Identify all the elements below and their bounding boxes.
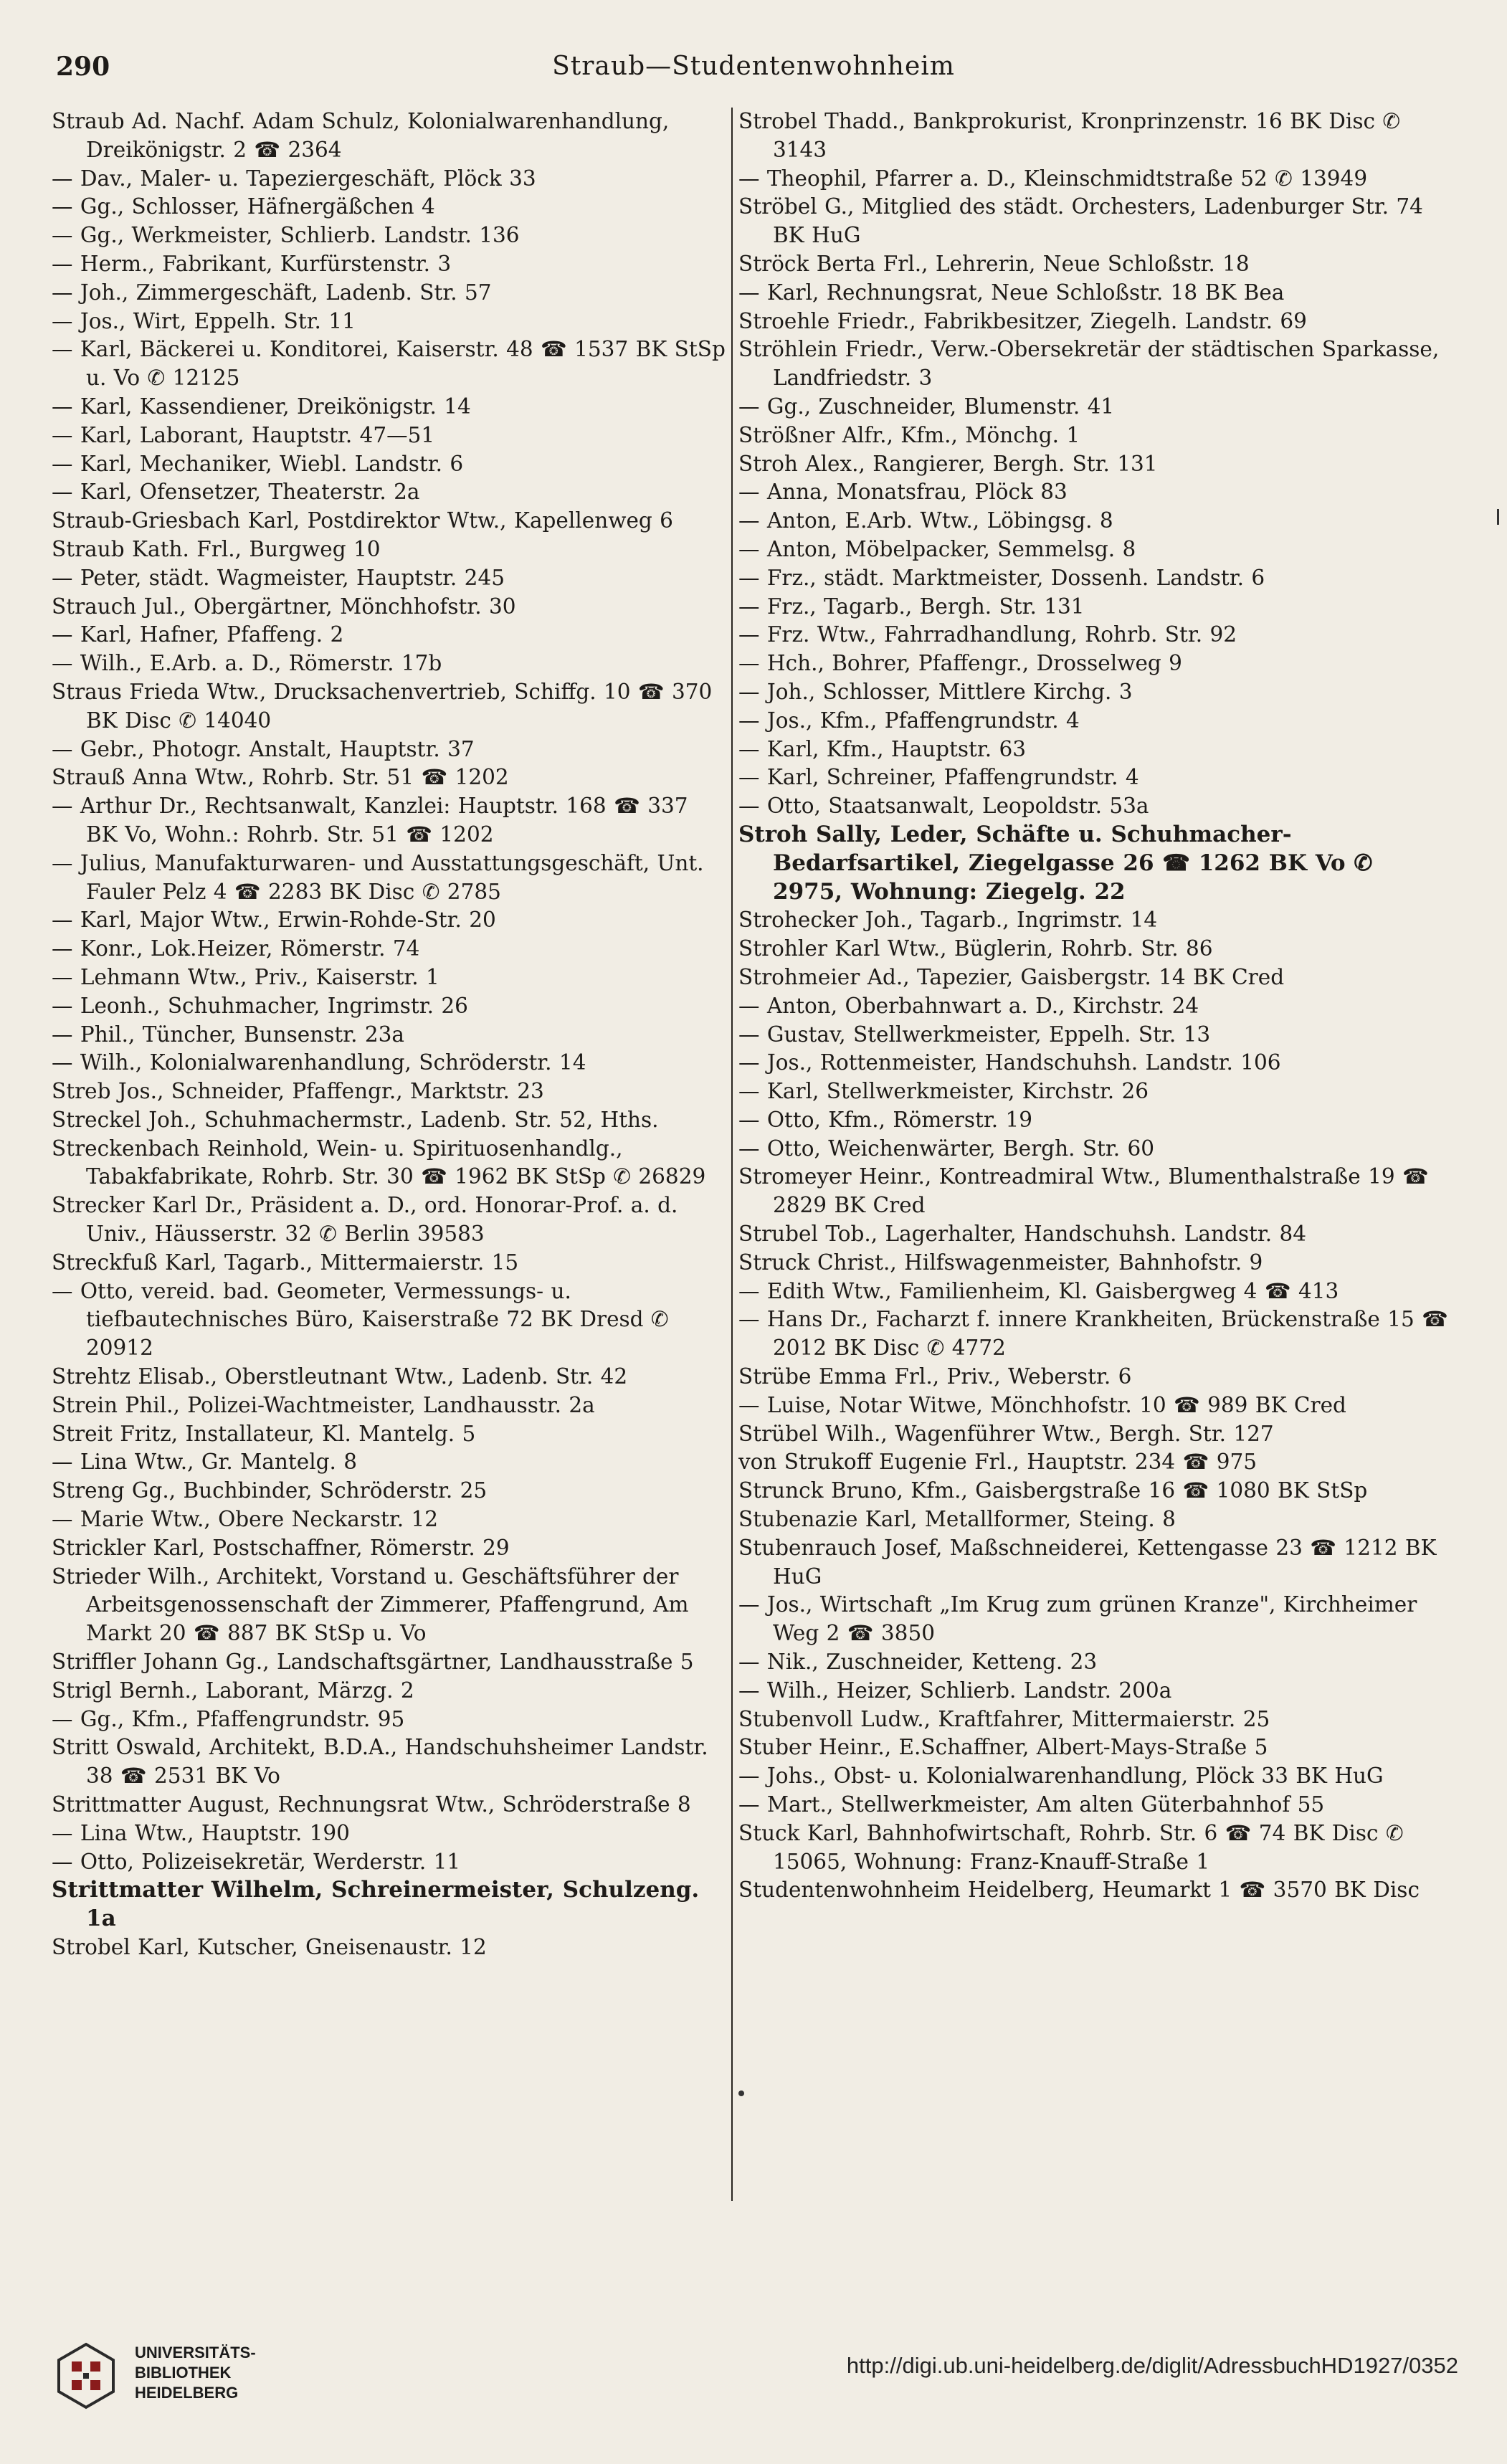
directory-entry: — Nik., Zuschneider, Ketteng. 23 [738,1650,1098,1675]
directory-entry: — Gg., Zuschneider, Blumenstr. 41 [738,394,1115,419]
directory-entry: Strickler Karl, Postschaffner, Römerstr. 29 [52,1535,510,1560]
directory-entry: — Karl, Stellwerkmeister, Kirchstr. 26 [738,1079,1149,1104]
directory-entry: Strehtz Elisab., Oberstleutnant Wtw., Ladenb. Str. 42 [52,1364,628,1389]
directory-entry: Stuber Heinr., E.Schaffner, Albert-Mays-Straße 5 [738,1735,1268,1760]
directory-entry: — Karl, Kfm., Hauptstr. 63 [738,736,1027,761]
directory-entry: — Lina Wtw., Hauptstr. 190 [52,1820,350,1845]
directory-entry: — Lina Wtw., Gr. Mantelg. 8 [52,1450,358,1475]
directory-entry: Strauß Anna Wtw., Rohrb. Str. 51 ☎ 1202 [52,765,509,790]
directory-entry: — Karl, Bäckerei u. Konditorei, Kaiserstr. 48 ☎ 1537 BK StSp u. Vo ✆ 12125 [52,337,726,391]
directory-entry: — Anna, Monatsfrau, Plöck 83 [738,480,1068,505]
left-column [52,108,726,2215]
directory-entry: — Lehmann Wtw., Priv., Kaiserstr. 1 [52,964,439,989]
directory-entry: Strigl Bernh., Laborant, Märzg. 2 [52,1678,414,1703]
directory-entry: Studentenwohnheim Heidelberg, Heumarkt 1 ☎ 3570 BK Disc [738,1878,1420,1903]
directory-entry: Ströhlein Friedr., Verw.-Obersekretär der städtischen Sparkasse, Landfriedstr. 3 [738,337,1440,391]
directory-entry: — Dav., Maler- u. Tapeziergeschäft, Plöck 33 [52,166,536,191]
directory-entry: Ströck Berta Frl., Lehrerin, Neue Schloßstr. 18 [738,251,1250,276]
directory-entry: — Frz. Wtw., Fahrradhandlung, Rohrb. Str. 92 [738,622,1237,647]
directory-entry: — Karl, Rechnungsrat, Neue Schloßstr. 18 BK Bea [738,280,1285,305]
directory-entry: — Karl, Schreiner, Pfaffengrundstr. 4 [738,765,1139,790]
directory-entry: — Jos., Kfm., Pfaffengrundstr. 4 [738,708,1080,733]
library-name-line: BIBLIOTHEK [135,2364,232,2382]
directory-entry: — Otto, Polizeisekretär, Werderstr. 11 [52,1849,461,1874]
directory-entry: — Anton, E.Arb. Wtw., Löbingsg. 8 [738,508,1113,533]
directory-entry: Strittmatter Wilhelm, Schreinermeister, Schulzeng. 1a [52,1877,700,1932]
directory-entry: — Peter, städt. Wagmeister, Hauptstr. 245 [52,565,505,590]
directory-entry: — Anton, Möbelpacker, Semmelsg. 8 [738,536,1136,561]
directory-entry: — Konr., Lok.Heizer, Römerstr. 74 [52,936,420,961]
directory-entry: — Gg., Schlosser, Häfnergäßchen 4 [52,194,435,219]
directory-entry: Stritt Oswald, Architekt, B.D.A., Handschuhsheimer Landstr. 38 ☎ 2531 BK Vo [52,1735,708,1789]
directory-entry: — Otto, Kfm., Römerstr. 19 [738,1107,1032,1132]
directory-entry: Strobel Karl, Kutscher, Gneisenaustr. 12 [52,1935,487,1959]
directory-entry: Strübe Emma Frl., Priv., Weberstr. 6 [738,1364,1132,1389]
directory-entry: — Wilh., E.Arb. a. D., Römerstr. 17b [52,651,442,676]
directory-entry: — Otto, Staatsanwalt, Leopoldstr. 53a [738,794,1149,819]
directory-entry: — Karl, Laborant, Hauptstr. 47—51 [52,422,435,447]
directory-entry: — Hans Dr., Facharzt f. innere Krankheiten, Brückenstraße 15 ☎ 2012 BK Disc ✆ 4772 [738,1307,1448,1361]
directory-entry: — Wilh., Kolonialwarenhandlung, Schröderstr. 14 [52,1050,586,1075]
directory-entry: — Jos., Rottenmeister, Handschuhsh. Landstr. 106 [738,1050,1281,1075]
directory-entry: — Karl, Ofensetzer, Theaterstr. 2a [52,480,420,505]
directory-entry: Struck Christ., Hilfswagenmeister, Bahnhofstr. 9 [738,1250,1263,1275]
directory-entry: — Theophil, Pfarrer a. D., Kleinschmidtstraße 52 ✆ 13949 [738,166,1368,191]
directory-entry: Strauch Jul., Obergärtner, Mönchhofstr. 30 [52,594,516,619]
directory-entry: — Edith Wtw., Familienheim, Kl. Gaisbergweg 4 ☎ 413 [738,1278,1339,1303]
directory-entry: Striffler Johann Gg., Landschaftsgärtner, Landhausstraße 5 [52,1650,694,1675]
source-url[interactable]: http://digi.ub.uni-heidelberg.de/diglit/AdressbuchHD1927/0352 [846,2353,1458,2378]
ink-dot [738,2090,744,2096]
directory-entry: Strohler Karl Wtw., Büglerin, Rohrb. Str. 86 [738,936,1213,961]
directory-entry: — Gebr., Photogr. Anstalt, Hauptstr. 37 [52,736,475,761]
directory-entry: — Marie Wtw., Obere Neckarstr. 12 [52,1507,439,1532]
directory-entry: Strohmeier Ad., Tapezier, Gaisbergstr. 14 BK Cred [738,964,1285,989]
directory-entry: — Karl, Kassendiener, Dreikönigstr. 14 [52,394,471,419]
directory-entry: Strößner Alfr., Kfm., Mönchg. 1 [738,422,1080,447]
directory-entry: — Johs., Obst- u. Kolonialwarenhandlung, Plöck 33 BK HuG [738,1764,1384,1789]
directory-entry: Strunck Bruno, Kfm., Gaisbergstraße 16 ☎ 1080 BK StSp [738,1478,1368,1503]
running-title: Straub—Studentenwohnheim [552,52,955,81]
directory-entry: Straub-Griesbach Karl, Postdirektor Wtw., Kapellenweg 6 [52,508,673,533]
directory-entry: Stroehle Friedr., Fabrikbesitzer, Ziegelh. Landstr. 69 [738,308,1307,333]
directory-entry: — Phil., Tüncher, Bunsenstr. 23a [52,1022,405,1047]
directory-entry: Stroh Sally, Leder, Schäfte u. Schuhmacher-Bedarfsartikel, Ziegelgasse 26 ☎ 1262 BK Vo ✆ 2975, Wohnung: Ziegelg. 22 [738,821,1373,905]
library-name-line: HEIDELBERG [135,2384,239,2402]
directory-entry: Stroh Alex., Rangierer, Bergh. Str. 131 [738,451,1158,476]
directory-entry: Strein Phil., Polizei-Wachtmeister, Landhausstr. 2a [52,1392,595,1417]
directory-entry: — Otto, Weichenwärter, Bergh. Str. 60 [738,1136,1155,1161]
directory-entry: Streckel Joh., Schuhmachermstr., Ladenb. Str. 52, Hths. [52,1107,659,1132]
directory-entry: Strieder Wilh., Architekt, Vorstand u. Geschäftsführer der Arbeitsgenossenschaft der Zimmerer, Pfaffengrund, Am Markt 20 ☎ 887 BK StSp u. Vo [52,1564,689,1646]
column-divider [731,108,733,2201]
directory-entry: Streckfuß Karl, Tagarb., Mittermaierstr. 15 [52,1250,519,1275]
directory-entry: — Anton, Oberbahnwart a. D., Kirchstr. 24 [738,993,1199,1018]
margin-mark [1497,509,1499,525]
directory-entry: Straus Frieda Wtw., Drucksachenvertrieb, Schiffg. 10 ☎ 370 BK Disc ✆ 14040 [52,679,713,733]
directory-entry: Stromeyer Heinr., Kontreadmiral Wtw., Blumenthalstraße 19 ☎ 2829 BK Cred [738,1164,1429,1218]
directory-entry: — Jos., Wirt, Eppelh. Str. 11 [52,308,356,333]
page-number: 290 [56,52,110,82]
directory-entry: — Mart., Stellwerkmeister, Am alten Güterbahnhof 55 [738,1792,1325,1817]
directory-entry: — Frz., städt. Marktmeister, Dossenh. Landstr. 6 [738,565,1265,590]
directory-entry: Straub Kath. Frl., Burgweg 10 [52,536,381,561]
library-name [135,2343,256,2403]
directory-entry: — Joh., Zimmergeschäft, Ladenb. Str. 57 [52,280,492,305]
directory-entry: Strittmatter August, Rechnungsrat Wtw., Schröderstraße 8 [52,1792,691,1817]
directory-entry: Strubel Tob., Lagerhalter, Handschuhsh. Landstr. 84 [738,1222,1307,1247]
directory-entry: — Gg., Werkmeister, Schlierb. Landstr. 136 [52,223,520,248]
directory-entry: — Karl, Mechaniker, Wiebl. Landstr. 6 [52,451,464,476]
page-header [0,42,1507,85]
directory-entry: — Otto, vereid. bad. Geometer, Vermessungs- u. tiefbautechnisches Büro, Kaiserstraße 72 BK Dresd ✆ 20912 [52,1278,669,1361]
directory-entry: — Karl, Hafner, Pfaffeng. 2 [52,622,344,647]
library-name-line: UNIVERSITÄTS- [135,2344,256,2361]
directory-entry: von Strukoff Eugenie Frl., Hauptstr. 234 ☎ 975 [738,1450,1257,1475]
right-column [738,108,1448,2215]
directory-entry: Ströbel G., Mitglied des städt. Orchesters, Ladenburger Str. 74 BK HuG [738,194,1423,248]
directory-entry: Stubenvoll Ludw., Kraftfahrer, Mittermaierstr. 25 [738,1706,1270,1731]
directory-entry: — Wilh., Heizer, Schlierb. Landstr. 200a [738,1678,1172,1703]
directory-entry: Straub Ad. Nachf. Adam Schulz, Kolonialwarenhandlung, Dreikönigstr. 2 ☎ 2364 [52,109,670,162]
directory-entry: — Luise, Notar Witwe, Mönchhofstr. 10 ☎ 989 BK Cred [738,1392,1346,1417]
directory-entry: Streng Gg., Buchbinder, Schröderstr. 25 [52,1478,488,1503]
library-seal-icon [50,2340,122,2412]
directory-entry: — Leonh., Schuhmacher, Ingrimstr. 26 [52,993,468,1018]
directory-entry: — Herm., Fabrikant, Kurfürstenstr. 3 [52,251,452,276]
directory-entry: — Jos., Wirtschaft „Im Krug zum grünen Kranze", Kirchheimer Weg 2 ☎ 3850 [738,1592,1417,1646]
directory-entry: Streit Fritz, Installateur, Kl. Mantelg. 5 [52,1421,476,1446]
directory-entry: — Gg., Kfm., Pfaffengrundstr. 95 [52,1706,405,1731]
directory-entry: Streckenbach Reinhold, Wein- u. Spirituosenhandlg., Tabakfabrikate, Rohrb. Str. 30 ☎ 1962 BK StSp ✆ 26829 [52,1136,706,1189]
library-logo [50,2336,351,2415]
directory-entry: — Arthur Dr., Rechtsanwalt, Kanzlei: Hauptstr. 168 ☎ 337 BK Vo, Wohn.: Rohrb. Str. 51 ☎ 1202 [52,794,688,847]
directory-entry: — Karl, Major Wtw., Erwin-Rohde-Str. 20 [52,908,496,933]
directory-entry: Strübel Wilh., Wagenführer Wtw., Bergh. Str. 127 [738,1421,1274,1446]
directory-entry: Strobel Thadd., Bankprokurist, Kronprinzenstr. 16 BK Disc ✆ 3143 [738,109,1401,162]
directory-entry: Streb Jos., Schneider, Pfaffengr., Marktstr. 23 [52,1079,544,1104]
directory-entry: Strohecker Joh., Tagarb., Ingrimstr. 14 [738,908,1158,933]
directory-entry: — Julius, Manufakturwaren- und Ausstattungsgeschäft, Unt. Fauler Pelz 4 ☎ 2283 BK Disc ✆ 2785 [52,850,704,904]
directory-entry: — Frz., Tagarb., Bergh. Str. 131 [738,594,1085,619]
directory-entry: Stubenrauch Josef, Maßschneiderei, Kettengasse 23 ☎ 1212 BK HuG [738,1535,1437,1589]
directory-entry: Strecker Karl Dr., Präsident a. D., ord. Honorar-Prof. a. d. Univ., Häusserstr. 32 ✆ Berlin 39583 [52,1193,678,1247]
directory-entry: — Hch., Bohrer, Pfaffengr., Drosselweg 9 [738,651,1182,676]
directory-entry: — Gustav, Stellwerkmeister, Eppelh. Str. 13 [738,1022,1211,1047]
directory-entry: — Joh., Schlosser, Mittlere Kirchg. 3 [738,679,1133,704]
directory-entry: Stubenazie Karl, Metallformer, Steing. 8 [738,1507,1176,1532]
directory-entry: Stuck Karl, Bahnhofwirtschaft, Rohrb. Str. 6 ☎ 74 BK Disc ✆ 15065, Wohnung: Franz-Knauff-Straße 1 [738,1820,1404,1874]
